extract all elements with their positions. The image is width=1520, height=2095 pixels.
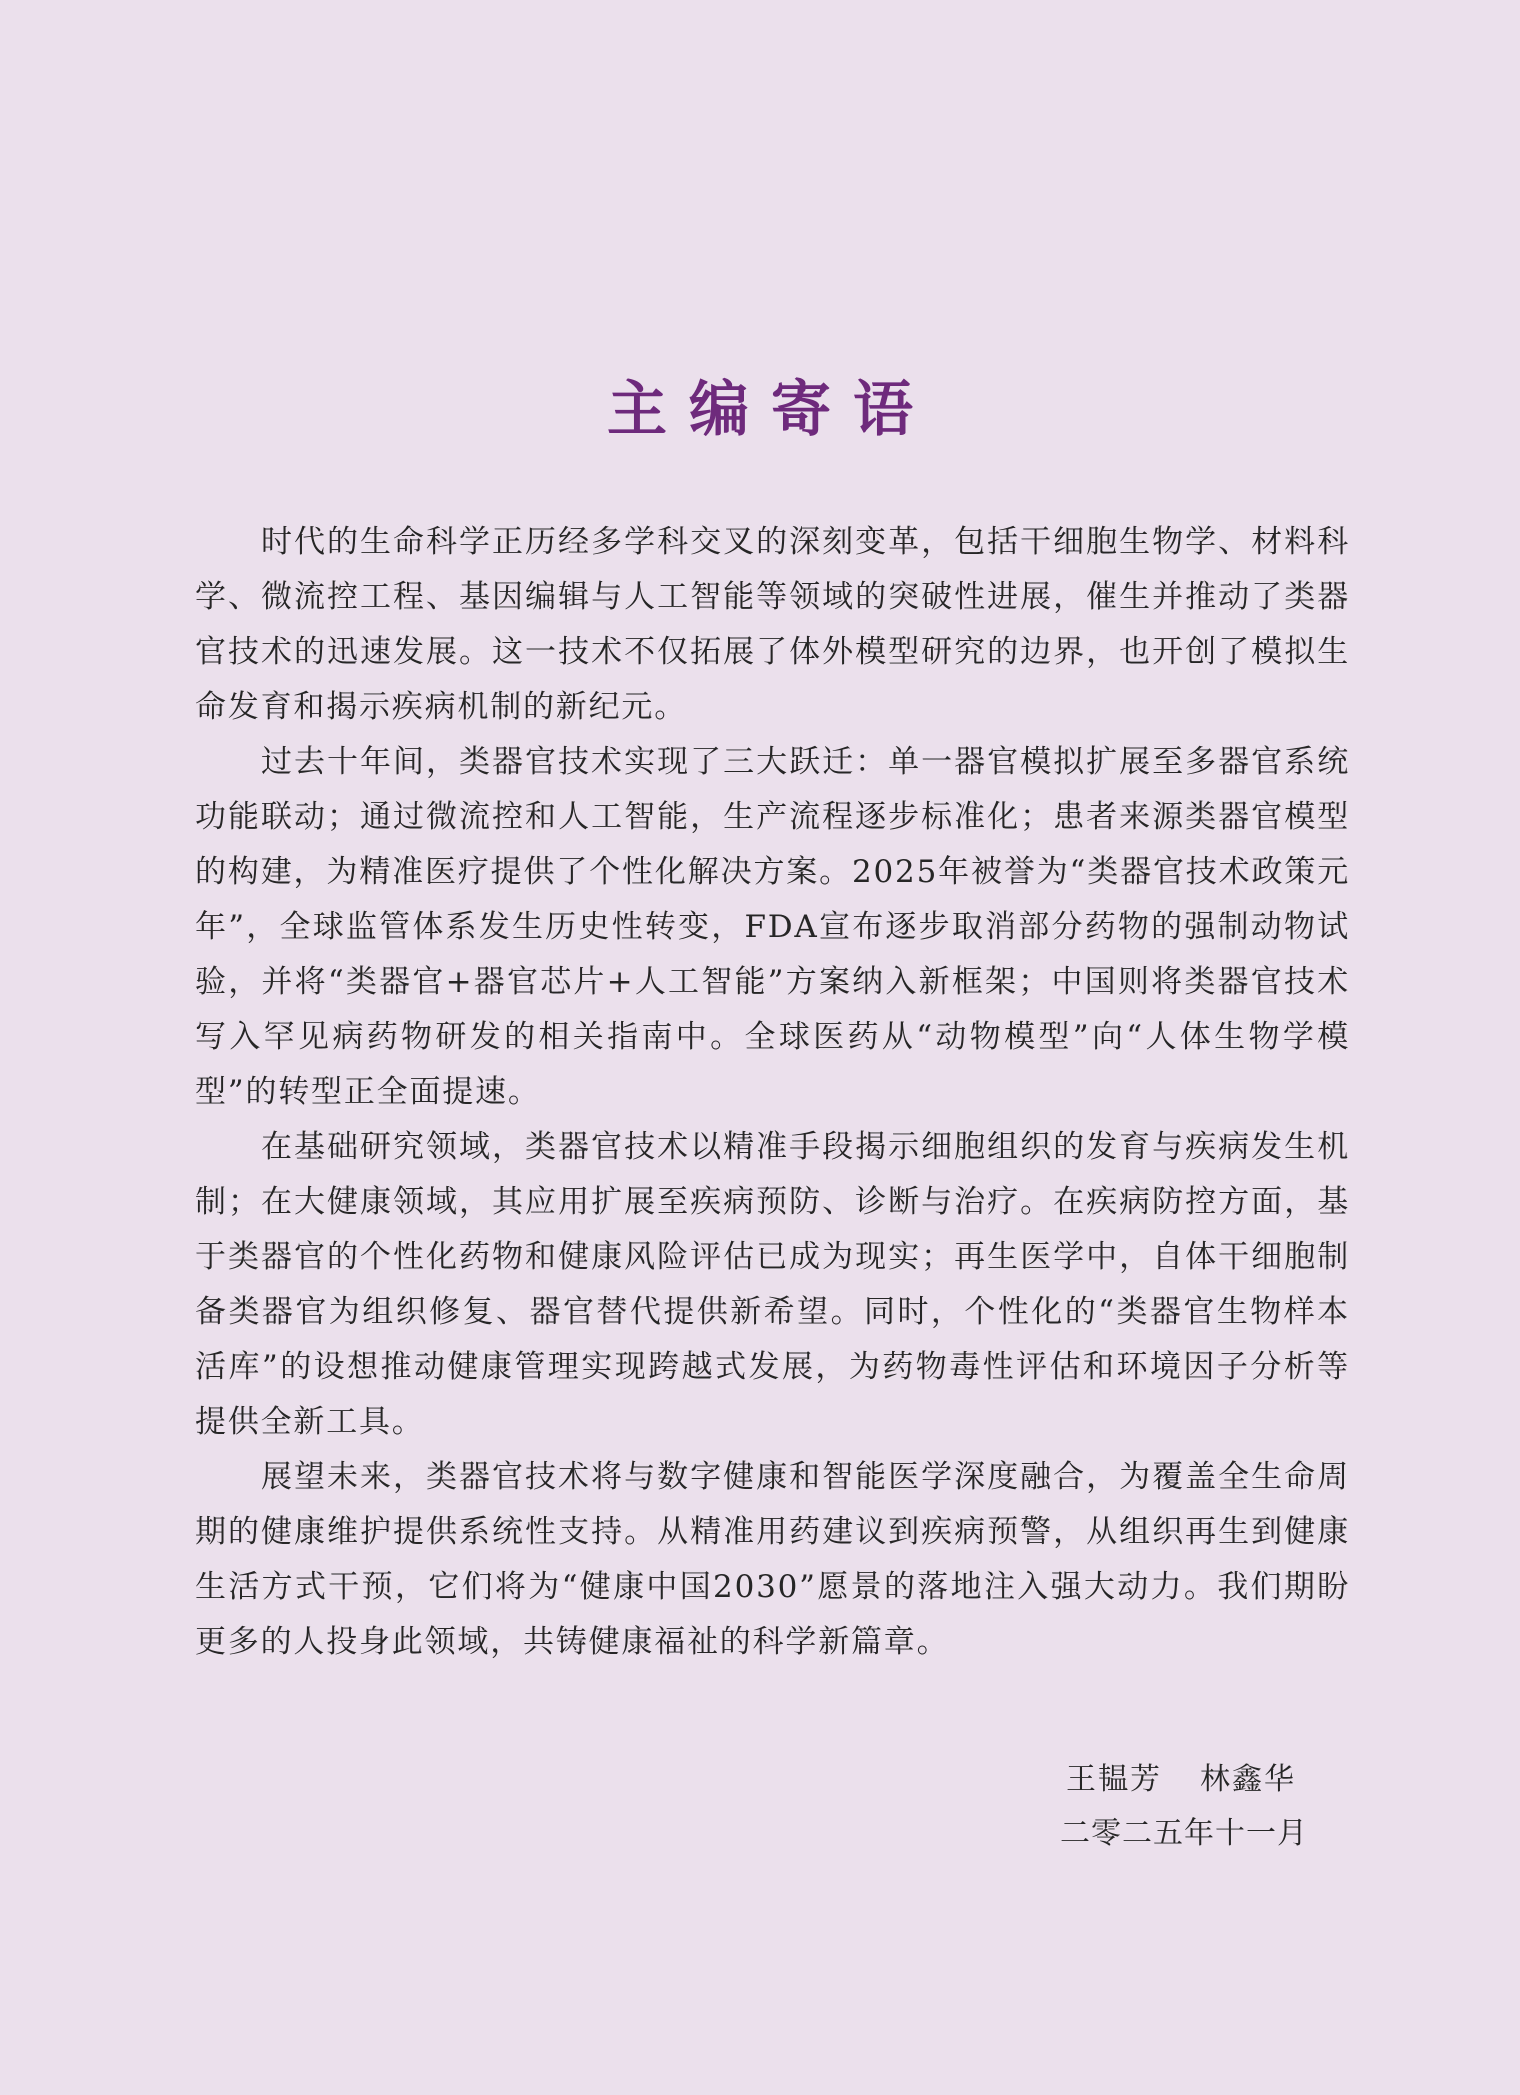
- paragraph-3: 在基础研究领域，类器官技术以精准手段揭示细胞组织的发育与疾病发生机制；在大健康领域，其应用扩展至疾病预防、诊断与治疗。在疾病防控方面，基于类器官的个性化药物和健康风险评估已成为现实；再生医学中，自体干细胞制备类器官为组织修复、器官替代提供新希望。同时，个性化的“类器官生物样本活库”的设想推动健康管理实现跨越式发展，为药物毒性评估和环境因子分析等提供全新工具。: [195, 1129, 1350, 1440]
- signature-authors: [1060, 1755, 1360, 1805]
- paragraph-1: 时代的生命科学正历经多学科交叉的深刻变革，包括干细胞生物学、材料科学、微流控工程、基因编辑与人工智能等领域的突破性进展，催生并推动了类器官技术的迅速发展。这一技术不仅拓展了体外模型研究的边界，也开创了模拟生命发育和揭示疾病机制的新纪元。: [195, 524, 1350, 725]
- body-text: [195, 515, 1350, 1670]
- paragraph-2: 过去十年间，类器官技术实现了三大跃迁：单一器官模拟扩展至多器官系统功能联动；通过微流控和人工智能，生产流程逐步标准化；患者来源类器官模型的构建，为精准医疗提供了个性化解决方案。2025年被誉为“类器官技术政策元年”，全球监管体系发生历史性转变，FDA宣布逐步取消部分药物的强制动物试验，并将“类器官+器官芯片+人工智能”方案纳入新框架；中国则将类器官技术写入罕见病药物研发的相关指南中。全球医药从“动物模型”向“人体生物学模型”的转型正全面提速。: [195, 744, 1350, 1110]
- author-name-2: 林鑫华: [1200, 1762, 1296, 1797]
- signature-block: [1060, 1755, 1360, 1859]
- paragraph-4: 展望未来，类器官技术将与数字健康和智能医学深度融合，为覆盖全生命周期的健康维护提供系统性支持。从精准用药建议到疾病预警，从组织再生到健康生活方式干预，它们将为“健康中国2030”愿景的落地注入强大动力。我们期盼更多的人投身此领域，共铸健康福祉的科学新篇章。: [195, 1459, 1350, 1660]
- signature-date: 二零二五年十一月: [1060, 1816, 1308, 1851]
- author-name-1: 王韫芳: [1066, 1762, 1162, 1797]
- page-title: 主编寄语: [607, 375, 935, 446]
